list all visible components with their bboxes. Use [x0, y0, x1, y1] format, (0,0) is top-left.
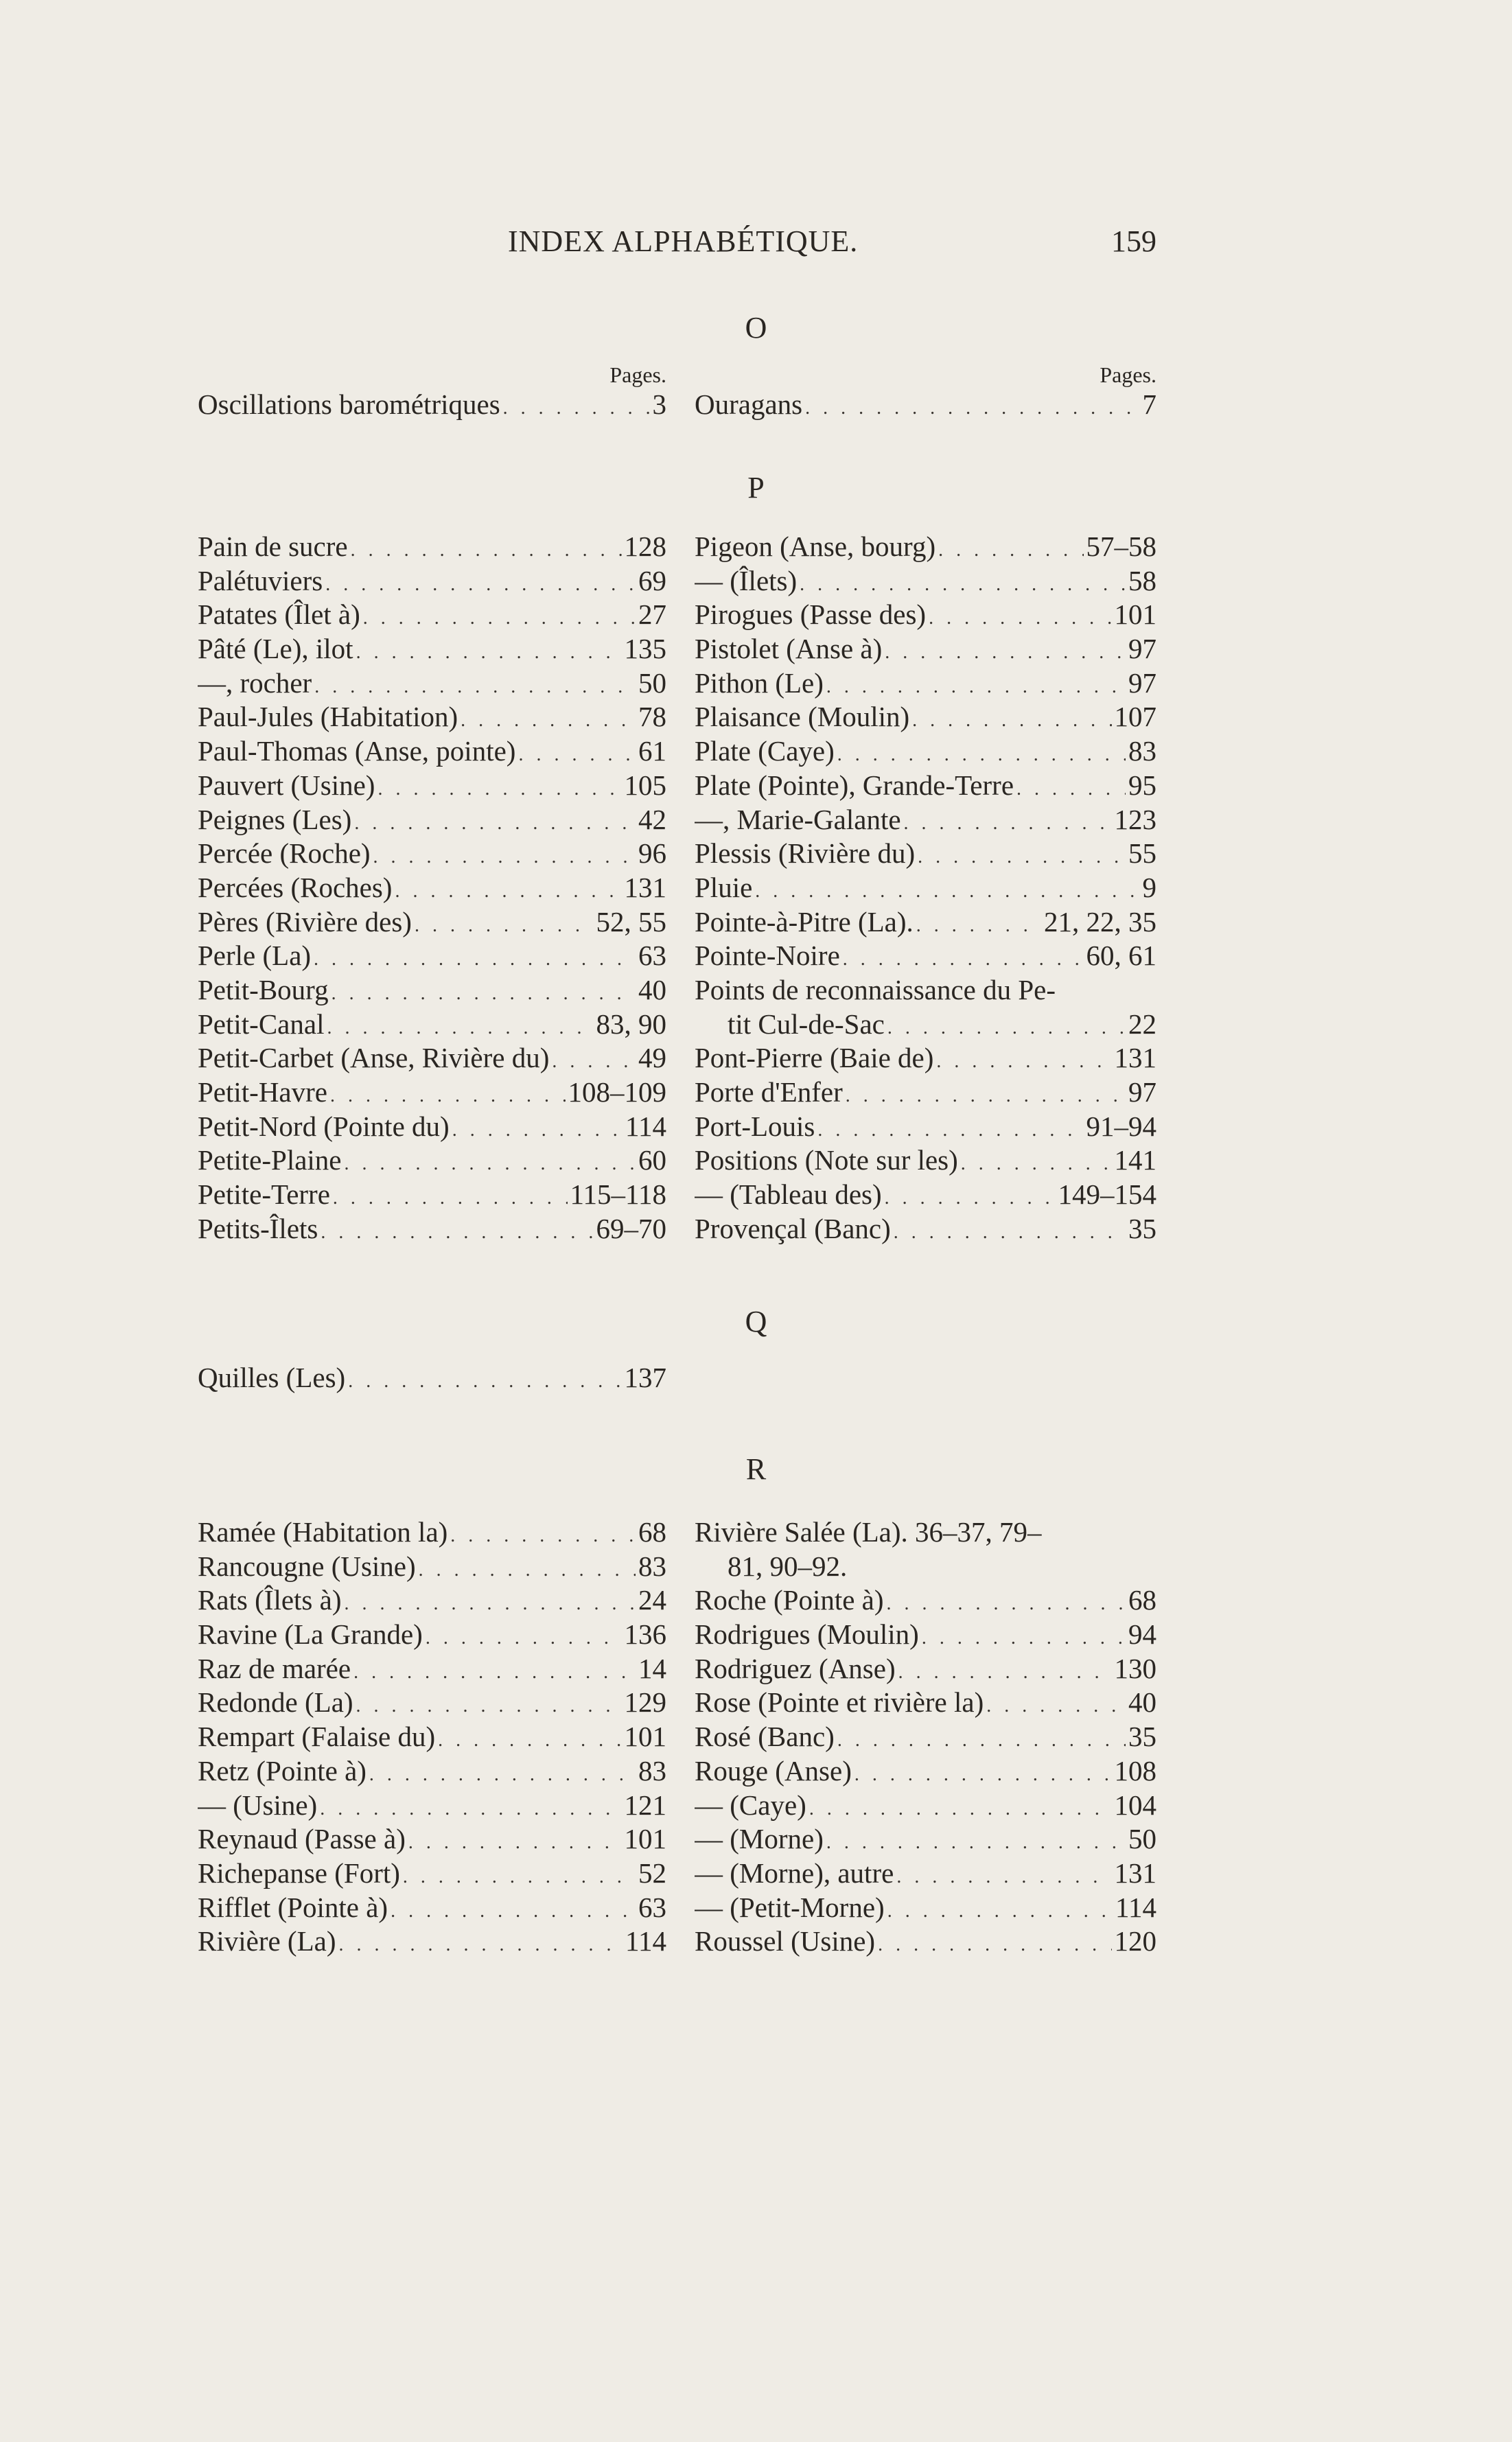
index-entry: [198, 1550, 666, 1584]
entry-pages: 69: [638, 564, 666, 596]
entry-term: Roussel (Usine): [695, 1925, 876, 1957]
index-entry: [695, 837, 1156, 871]
entry-pages: 42: [638, 803, 666, 835]
entry-term: Ravine (La Grande): [198, 1618, 423, 1651]
entry-pages: 49: [638, 1042, 666, 1074]
entry-pages: 40: [638, 973, 666, 1005]
entry-term: Percée (Roche): [198, 837, 371, 870]
index-entry: [198, 700, 666, 734]
entry-pages: 130: [1114, 1652, 1156, 1684]
dot-leader: [929, 601, 1111, 632]
entry-term: Pauvert (Usine): [198, 769, 375, 801]
index-entry: [198, 1041, 666, 1075]
dot-leader: [356, 1689, 622, 1720]
entry-term: Plate (Caye): [695, 735, 835, 767]
section-r-right-column: [695, 1515, 1156, 1959]
index-entry: [198, 1857, 666, 1891]
index-entry: [695, 871, 1156, 905]
entry-pages: 135: [624, 633, 666, 665]
dot-leader: [348, 1364, 621, 1395]
dot-leader: [922, 1621, 1126, 1652]
index-entry: [695, 1212, 1156, 1246]
index-entry: [198, 1789, 666, 1823]
entry-pages: 91–94: [1086, 1110, 1156, 1142]
entry-pages: 83, 90: [596, 1008, 666, 1040]
entry-pages: 128: [624, 531, 666, 562]
dot-leader: [817, 1113, 1083, 1144]
entry-term: Plaisance (Moulin): [695, 701, 910, 733]
entry-pages: 9: [1142, 871, 1156, 903]
dot-leader: [403, 1860, 636, 1891]
dot-leader: [898, 1655, 1112, 1686]
index-entry: [198, 1720, 666, 1754]
entry-pages: 108: [1114, 1754, 1156, 1787]
entry-term: Petit-Havre: [198, 1076, 327, 1108]
entry-pages: 57–58: [1086, 531, 1156, 562]
entry-term: Porte d'Enfer: [695, 1076, 843, 1108]
index-entry: [198, 1212, 666, 1246]
entry-pages: 108–109: [568, 1076, 666, 1108]
entry-pages: 40: [1128, 1686, 1156, 1719]
entry-term: 81, 90–92.: [728, 1550, 848, 1582]
dot-leader: [809, 1792, 1112, 1823]
index-entry: [198, 530, 666, 564]
entry-pages: 95: [1128, 769, 1156, 801]
dot-leader: [391, 1894, 636, 1925]
dot-leader: [826, 670, 1126, 701]
dot-leader: [377, 772, 621, 803]
entry-term: Pointe-à-Pitre (La).: [695, 905, 914, 938]
entry-term: Petit-Canal: [198, 1008, 325, 1040]
entry-term: Plate (Pointe), Grande-Terre: [695, 769, 1014, 801]
entry-pages: 131: [1114, 1857, 1156, 1889]
dot-leader: [826, 1826, 1126, 1857]
dot-leader: [552, 1045, 636, 1075]
dot-leader: [1016, 772, 1126, 803]
dot-leader: [904, 806, 1112, 837]
index-entry: [695, 1515, 1156, 1550]
entry-pages: 141: [1114, 1144, 1156, 1176]
index-entry: [695, 905, 1156, 940]
section-q-left-column: [198, 1361, 666, 1395]
entry-pages: 107: [1114, 701, 1156, 733]
index-entry: [198, 1178, 666, 1212]
dot-leader: [878, 1928, 1111, 1959]
entry-pages: 104: [1114, 1789, 1156, 1821]
dot-leader: [321, 1216, 593, 1246]
dot-leader: [327, 1011, 593, 1042]
entry-term: Points de reconnaissance du Pe-: [695, 973, 1056, 1005]
entry-pages: 55: [1128, 837, 1156, 870]
index-entry: [198, 1618, 666, 1652]
entry-term: Rats (Îlets à): [198, 1584, 342, 1616]
index-entry: [198, 905, 666, 940]
index-entry: [198, 1583, 666, 1618]
index-entry: [198, 769, 666, 803]
entry-term: Reynaud (Passe à): [198, 1823, 406, 1855]
dot-leader: [938, 533, 1083, 564]
dot-leader: [353, 1655, 636, 1686]
index-entry: [198, 1822, 666, 1857]
entry-pages: 83: [638, 1754, 666, 1787]
index-entry: [695, 1550, 1156, 1584]
entry-term: Rempart (Falaise du): [198, 1721, 436, 1753]
entry-pages: 105: [624, 769, 666, 801]
entry-term: Rivière (La): [198, 1925, 336, 1957]
entry-term: Perle (La): [198, 940, 312, 972]
entry-term: Petit-Bourg: [198, 973, 329, 1005]
index-entry: [198, 1891, 666, 1925]
index-entry: [695, 1891, 1156, 1925]
entry-term: Plessis (Rivière du): [695, 837, 916, 870]
dot-leader: [345, 1147, 636, 1178]
index-entry: [695, 1924, 1156, 1959]
entry-pages: 63: [638, 940, 666, 972]
dot-leader: [395, 874, 621, 905]
entry-pages: 61: [638, 735, 666, 767]
entry-term: Pirogues (Passe des): [695, 598, 927, 631]
section-r-left-column: [198, 1515, 666, 1959]
dot-leader: [894, 1216, 1126, 1246]
entry-pages: 101: [1114, 598, 1156, 631]
entry-term: — (Petit-Morne): [695, 1891, 885, 1923]
dot-leader: [330, 1079, 566, 1110]
dot-leader: [961, 1147, 1112, 1178]
entry-pages: 7: [1142, 388, 1156, 420]
index-entry: [198, 388, 666, 422]
section-p-right-column: [695, 530, 1156, 1246]
entry-term: Paul-Jules (Habitation): [198, 701, 458, 733]
index-entry: [695, 1110, 1156, 1144]
index-entry: [695, 734, 1156, 769]
index-entry: [695, 530, 1156, 564]
dot-leader: [918, 840, 1126, 871]
entry-term: Petit-Nord (Pointe du): [198, 1110, 450, 1142]
dot-leader: [518, 738, 636, 769]
dot-leader: [415, 909, 594, 940]
entry-term: Pont-Pierre (Baie de): [695, 1042, 934, 1074]
entry-term: Petite-Terre: [198, 1178, 330, 1211]
index-entry: [198, 666, 666, 701]
entry-pages: 68: [638, 1516, 666, 1548]
entry-pages: 50: [638, 666, 666, 699]
dot-leader: [419, 1553, 636, 1584]
dot-leader: [885, 1181, 1056, 1212]
entry-term: Pithon (Le): [695, 666, 824, 699]
page-header: [198, 224, 1156, 265]
index-entry: [198, 939, 666, 973]
entry-pages: 114: [625, 1110, 666, 1142]
entry-term: —, rocher: [198, 666, 312, 699]
entry-term: Pistolet (Anse à): [695, 633, 883, 665]
entry-pages: 123: [1114, 803, 1156, 835]
dot-leader: [805, 391, 1139, 422]
index-entry: [695, 700, 1156, 734]
entry-pages: 97: [1128, 1076, 1156, 1108]
entry-pages: 114: [1115, 1891, 1156, 1923]
dot-leader: [314, 670, 636, 701]
entry-term: Ouragans: [695, 388, 803, 420]
index-entry: [695, 564, 1156, 598]
index-entry: [695, 1008, 1156, 1042]
entry-term: — (Morne): [695, 1823, 824, 1855]
entry-pages: 21, 22, 35: [1044, 905, 1156, 938]
entry-pages: 97: [1128, 633, 1156, 665]
entry-pages: 94: [1128, 1618, 1156, 1651]
dot-leader: [837, 1723, 1126, 1754]
index-entry: [198, 734, 666, 769]
entry-pages: 3: [652, 388, 666, 420]
dot-leader: [936, 1045, 1111, 1075]
dot-leader: [351, 533, 622, 564]
index-entry: [695, 666, 1156, 701]
dot-leader: [846, 1079, 1126, 1110]
entry-term: Retz (Pointe à): [198, 1754, 367, 1787]
entry-term: Pâté (Le), ilot: [198, 633, 353, 665]
dot-leader: [912, 703, 1111, 734]
index-entry: [695, 1720, 1156, 1754]
section-letter-r: R: [745, 1452, 767, 1486]
entry-pages: 14: [638, 1652, 666, 1684]
dot-leader: [887, 1894, 1113, 1925]
index-entry: [695, 1652, 1156, 1686]
entry-term: Pères (Rivière des): [198, 905, 412, 938]
entry-term: Ramée (Habitation la): [198, 1516, 448, 1548]
entry-term: Rodrigues (Moulin): [695, 1618, 919, 1651]
entry-term: Rivière Salée (La). 36–37, 79–: [695, 1516, 1042, 1548]
dot-leader: [338, 1928, 623, 1959]
entry-pages: 131: [1114, 1042, 1156, 1074]
index-entry: [198, 632, 666, 666]
entry-term: Pigeon (Anse, bourg): [695, 531, 936, 562]
entry-pages: 52, 55: [596, 905, 666, 938]
entry-pages: 97: [1128, 666, 1156, 699]
index-entry: [198, 1754, 666, 1789]
dot-leader: [452, 1113, 623, 1144]
entry-pages: 149–154: [1058, 1178, 1156, 1211]
entry-term: — (Îlets): [695, 564, 798, 596]
index-entry: [695, 769, 1156, 803]
dot-leader: [755, 874, 1139, 905]
entry-pages: 78: [638, 701, 666, 733]
entry-term: tit Cul-de-Sac: [728, 1008, 885, 1040]
entry-pages: 101: [624, 1823, 666, 1855]
dot-leader: [800, 568, 1126, 598]
pages-label: Pages.: [609, 362, 666, 387]
entry-term: Pointe-Noire: [695, 940, 840, 972]
dot-leader: [854, 1758, 1112, 1789]
dot-leader: [896, 1860, 1111, 1891]
entry-term: Palétuviers: [198, 564, 323, 596]
index-entry: [695, 1822, 1156, 1857]
entry-pages: 115–118: [570, 1178, 666, 1211]
entry-pages: 63: [638, 1891, 666, 1923]
entry-pages: 35: [1128, 1212, 1156, 1244]
index-entry: [695, 1789, 1156, 1823]
dot-leader: [356, 636, 622, 666]
dot-leader: [887, 1011, 1126, 1042]
entry-pages: 101: [624, 1721, 666, 1753]
entry-term: — (Tableau des): [695, 1178, 882, 1211]
index-entry: [695, 1686, 1156, 1720]
index-entry: [695, 632, 1156, 666]
entry-pages: 50: [1128, 1823, 1156, 1855]
dot-leader: [885, 636, 1126, 666]
section-letter-p: P: [747, 471, 765, 504]
dot-leader: [408, 1826, 622, 1857]
dot-leader: [354, 806, 636, 837]
dot-leader: [373, 840, 636, 871]
index-entry: [198, 837, 666, 871]
entry-pages: 96: [638, 837, 666, 870]
entry-term: Percées (Roches): [198, 871, 393, 903]
section-letter-o: O: [745, 311, 767, 345]
entry-pages: 58: [1128, 564, 1156, 596]
entry-term: Rosé (Banc): [695, 1721, 835, 1753]
entry-term: Pluie: [695, 871, 753, 903]
entry-pages: 22: [1128, 1008, 1156, 1040]
entry-pages: 60: [638, 1144, 666, 1176]
dot-leader: [426, 1621, 622, 1652]
dot-leader: [363, 601, 636, 632]
dot-leader: [837, 738, 1126, 769]
entry-pages: 136: [624, 1618, 666, 1651]
entry-pages: 52: [638, 1857, 666, 1889]
entry-term: Rose (Pointe et rivière la): [695, 1686, 984, 1719]
section-letter-q: Q: [745, 1305, 767, 1338]
dot-leader: [320, 1792, 621, 1823]
entry-pages: 137: [624, 1362, 666, 1393]
entry-pages: 27: [638, 598, 666, 631]
index-entry: [198, 1110, 666, 1144]
section-o-left-column: [198, 362, 666, 422]
index-entry: [198, 564, 666, 598]
entry-pages: 131: [624, 871, 666, 903]
pages-label: Pages.: [1100, 362, 1156, 387]
dot-leader: [461, 703, 636, 734]
dot-leader: [314, 942, 636, 973]
entry-term: Paul-Thomas (Anse, pointe): [198, 735, 516, 767]
entry-term: Oscillations barométriques: [198, 388, 500, 420]
dot-leader: [332, 977, 636, 1008]
index-entry: [695, 1075, 1156, 1110]
index-entry: [198, 973, 666, 1008]
index-entry: [198, 598, 666, 632]
dot-leader: [325, 568, 636, 598]
section-o-right-column: [695, 362, 1156, 422]
entry-pages: 24: [638, 1584, 666, 1616]
dot-leader: [450, 1519, 636, 1550]
index-entry: [695, 1857, 1156, 1891]
entry-term: Roche (Pointe à): [695, 1584, 884, 1616]
entry-pages: 83: [1128, 735, 1156, 767]
dot-leader: [986, 1689, 1126, 1720]
entry-pages: 120: [1114, 1925, 1156, 1957]
entry-term: Patates (Îlet à): [198, 598, 360, 631]
index-entry: [695, 1178, 1156, 1212]
index-entry: [695, 1041, 1156, 1075]
entry-term: Pain de sucre: [198, 531, 348, 562]
dot-leader: [344, 1587, 636, 1618]
entry-term: Petits-Îlets: [198, 1212, 318, 1244]
entry-pages: 35: [1128, 1721, 1156, 1753]
index-entry: [198, 871, 666, 905]
entry-term: — (Morne), autre: [695, 1857, 894, 1889]
entry-term: Port-Louis: [695, 1110, 815, 1142]
dot-leader: [369, 1758, 636, 1789]
entry-pages: 60, 61: [1086, 940, 1156, 972]
index-entry: [198, 1924, 666, 1959]
index-entry: [695, 803, 1156, 837]
index-entry: [695, 1143, 1156, 1178]
index-entry: [198, 1652, 666, 1686]
index-entry: [198, 1515, 666, 1550]
entry-pages: 83: [638, 1550, 666, 1582]
entry-pages: 129: [624, 1686, 666, 1719]
index-entry: [198, 1361, 666, 1395]
entry-term: Rancougne (Usine): [198, 1550, 416, 1582]
entry-term: Richepanse (Fort): [198, 1857, 400, 1889]
entry-term: Raz de marée: [198, 1652, 351, 1684]
entry-pages: 121: [624, 1789, 666, 1821]
entry-term: Quilles (Les): [198, 1362, 346, 1393]
index-entry: [198, 1686, 666, 1720]
running-title: INDEX ALPHABÉTIQUE.: [508, 224, 859, 258]
entry-pages: 114: [625, 1925, 666, 1957]
entry-term: Positions (Note sur les): [695, 1144, 958, 1176]
dot-leader: [503, 391, 650, 422]
index-entry: [695, 598, 1156, 632]
index-entry: [198, 803, 666, 837]
entry-pages: 68: [1128, 1584, 1156, 1616]
dot-leader: [438, 1723, 621, 1754]
entry-pages: 69–70: [596, 1212, 666, 1244]
dot-leader: [333, 1181, 568, 1212]
entry-term: Rifflet (Pointe à): [198, 1891, 388, 1923]
index-entry: [695, 973, 1156, 1008]
entry-term: Rodriguez (Anse): [695, 1652, 896, 1684]
index-entry: [695, 388, 1156, 422]
section-p-left-column: [198, 530, 666, 1246]
entry-term: —, Marie-Galante: [695, 803, 901, 835]
entry-term: Petit-Carbet (Anse, Rivière du): [198, 1042, 550, 1074]
entry-term: — (Usine): [198, 1789, 318, 1821]
index-entry: [198, 1143, 666, 1178]
entry-term: Provençal (Banc): [695, 1212, 891, 1244]
index-entry: [695, 1618, 1156, 1652]
index-entry: [695, 939, 1156, 973]
entry-term: Peignes (Les): [198, 803, 352, 835]
entry-term: Redonde (La): [198, 1686, 353, 1719]
entry-term: — (Caye): [695, 1789, 806, 1821]
page-number: 159: [1111, 224, 1156, 258]
index-entry: [695, 1754, 1156, 1789]
dot-leader: [887, 1587, 1126, 1618]
entry-term: Rouge (Anse): [695, 1754, 852, 1787]
entry-term: Petite-Plaine: [198, 1144, 342, 1176]
index-entry: [695, 1583, 1156, 1618]
index-entry: [198, 1008, 666, 1042]
dot-leader: [916, 909, 1041, 940]
index-entry: [198, 1075, 666, 1110]
dot-leader: [843, 942, 1084, 973]
